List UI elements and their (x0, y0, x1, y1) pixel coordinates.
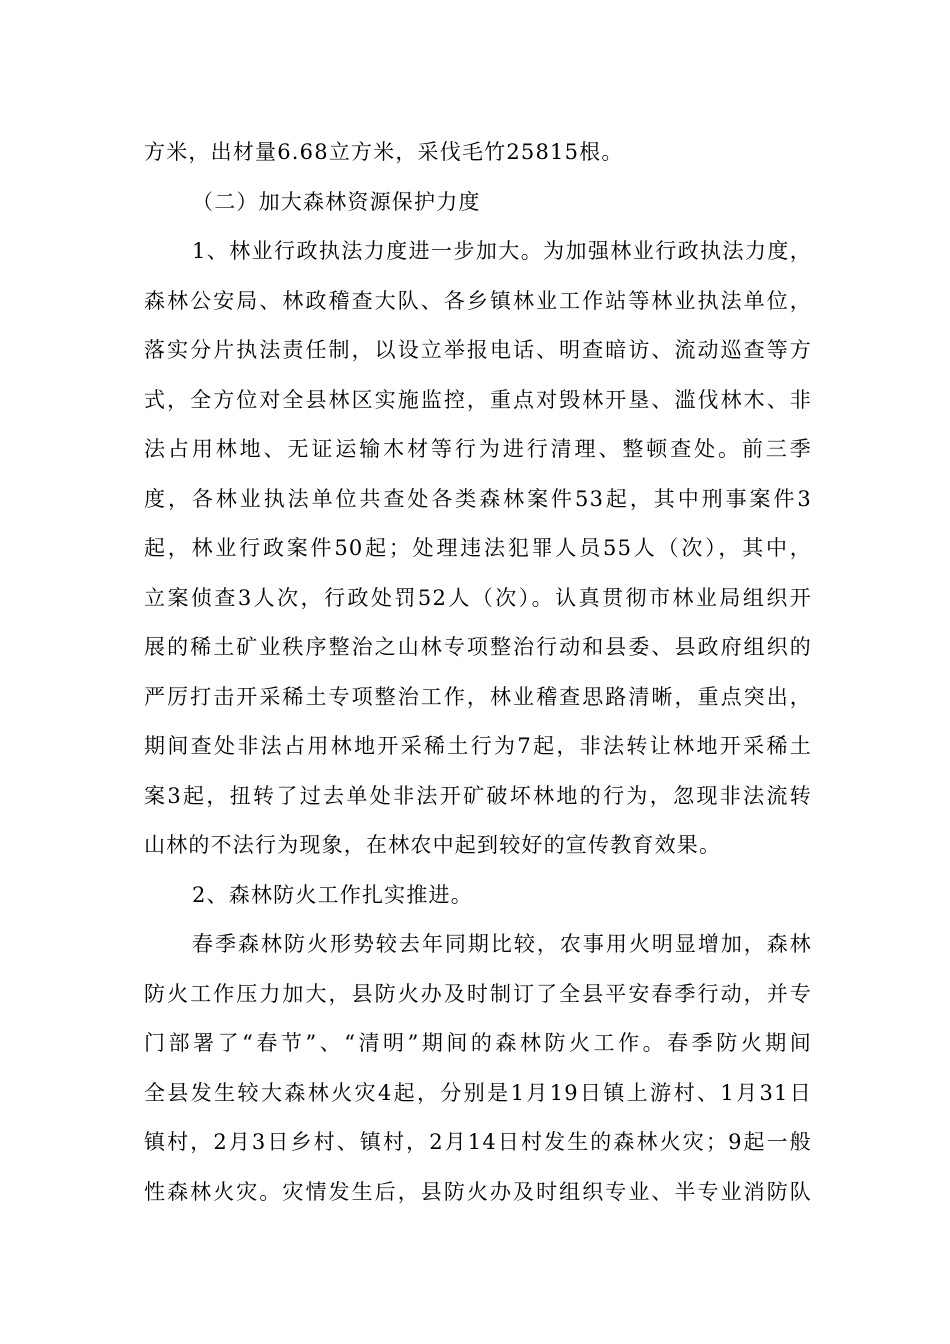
text-line: 1、林业行政执法力度进一步加大。为加强林业行政执法力度， (192, 239, 812, 263)
text-line: 展的稀土矿业秩序整治之山林专项整治行动和县委、县政府组织的 (144, 635, 812, 659)
text-line: 森林公安局、林政稽查大队、各乡镇林业工作站等林业执法单位， (144, 288, 812, 313)
text-line: 2、森林防火工作扎实推进。 (192, 882, 473, 907)
text-line: 度，各林业执法单位共查处各类森林案件53起，其中刑事案件3 (144, 486, 812, 511)
text-line: 山林的不法行为现象，在林农中起到较好的宣传教育效果。 (144, 833, 722, 857)
text-line: 方米，出材量6.68立方米，采伐毛竹25815根。 (144, 140, 624, 164)
text-line: 立案侦查3人次，行政处罚52人（次）。认真贯彻市林业局组织开 (144, 585, 812, 610)
text-line: 式，全方位对全县林区实施监控，重点对毁林开垦、滥伐林木、非 (144, 387, 812, 412)
text-line: 性森林火灾。灾情发生后，县防火办及时组织专业、半专业消防队 (144, 1179, 812, 1204)
body-text (144, 128, 812, 1217)
text-line: 全县发生较大森林火灾4起，分别是1月19日镇上游村、1月31日 (144, 1080, 812, 1105)
text-line: 春季森林防火形势较去年同期比较，农事用火明显增加，森林 (192, 932, 812, 956)
text-line: 镇村，2月3日乡村、镇村，2月14日村发生的森林火灾；9起一般 (144, 1130, 812, 1154)
text-line: 法占用林地、无证运输木材等行为进行清理、整顿查处。前三季 (144, 437, 812, 461)
text-line: （二）加大森林资源保护力度 (192, 189, 481, 214)
text-line: 防火工作压力加大，县防火办及时制订了全县平安春季行动，并专 (144, 981, 812, 1006)
text-line: 案3起，扭转了过去单处非法开矿破坏林地的行为，忽现非法流转 (144, 783, 812, 808)
text-line: 落实分片执法责任制，以设立举报电话、明查暗访、流动巡查等方 (144, 338, 812, 362)
text-line: 起，林业行政案件50起；处理违法犯罪人员55人（次），其中， (144, 536, 812, 560)
text-line: 严厉打击开采稀土专项整治工作，林业稽查思路清晰，重点突出， (144, 684, 812, 709)
text-line: 期间查处非法占用林地开采稀土行为7起，非法转让林地开采稀土 (144, 734, 812, 758)
text-line: 门部署了“春节”、“清明”期间的森林防火工作。春季防火期间 (144, 1031, 812, 1055)
